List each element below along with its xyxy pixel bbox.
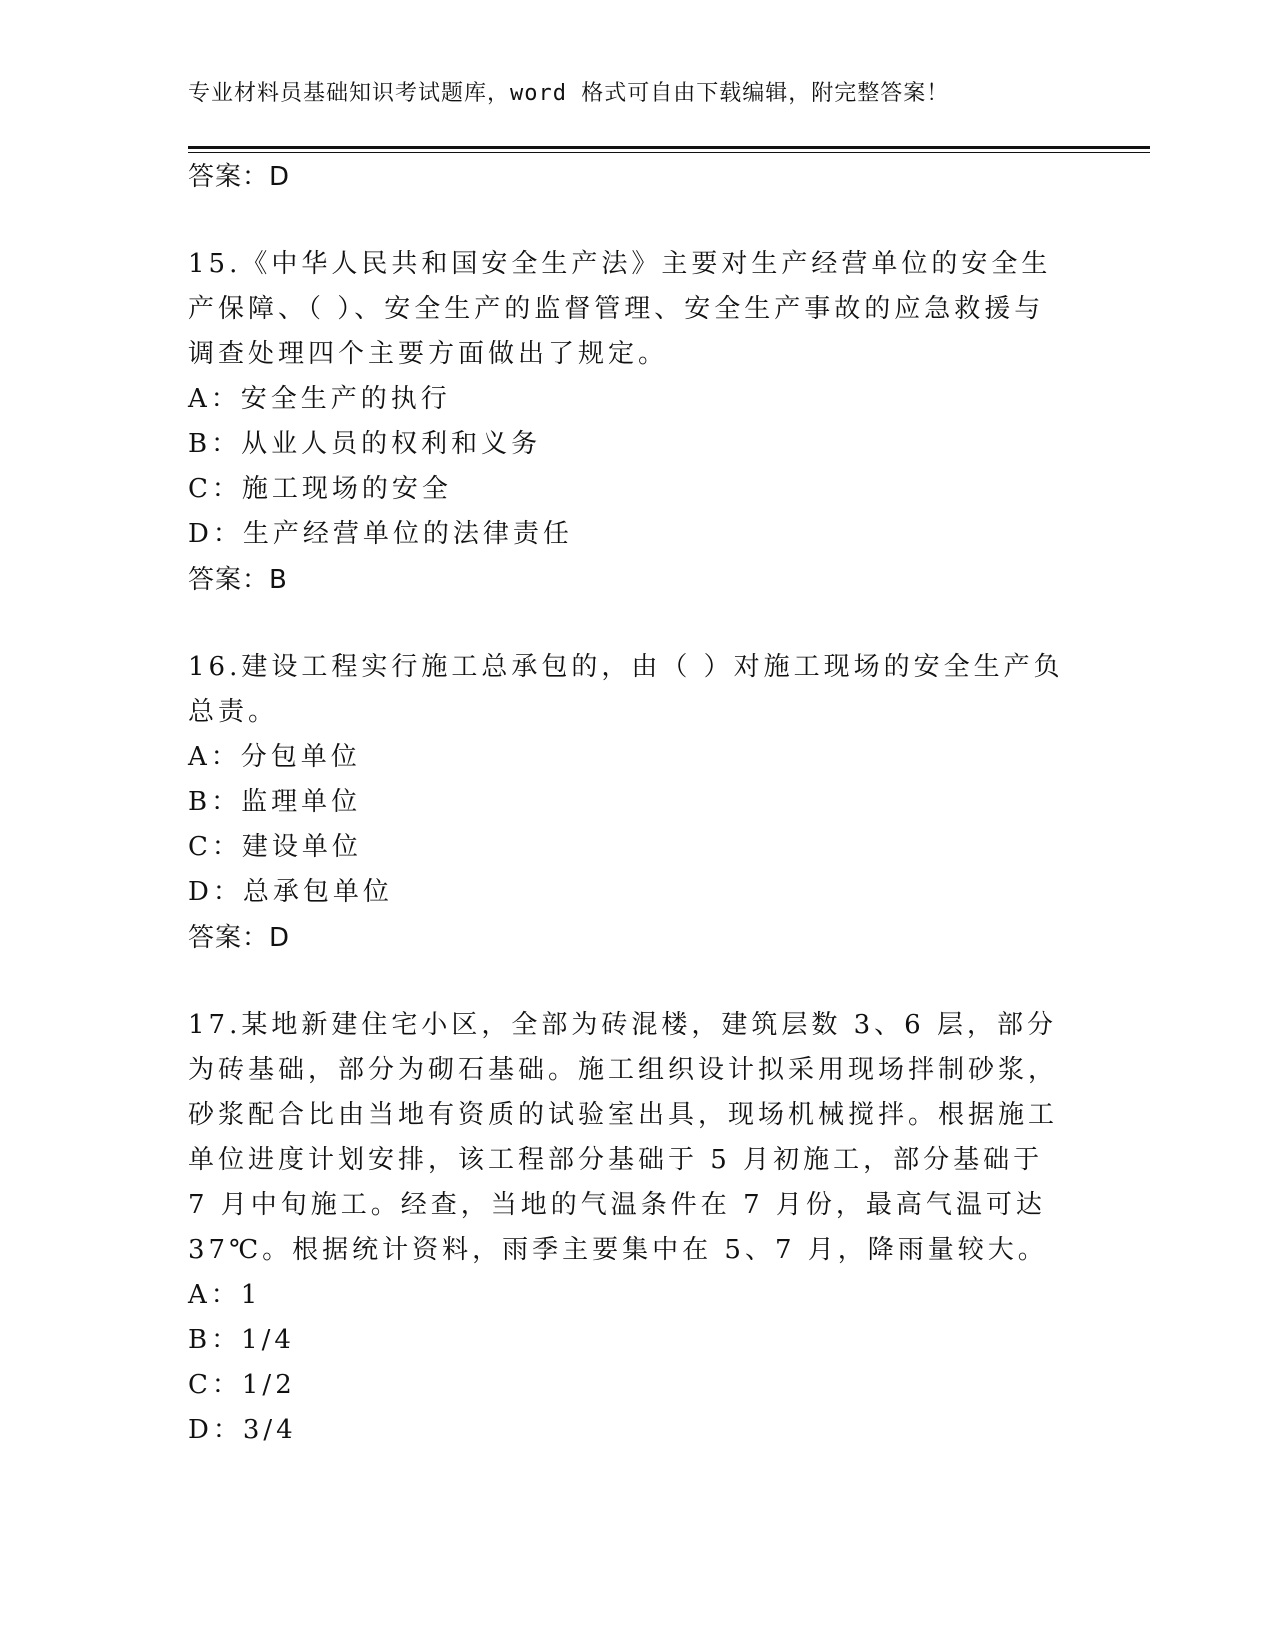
option-c: C：施工现场的安全 bbox=[188, 474, 452, 504]
header-rule-thick bbox=[188, 146, 1150, 149]
option-b: B：从业人员的权利和义务 bbox=[188, 429, 542, 459]
question-17 bbox=[188, 1003, 1068, 1453]
option-c: C：建设单位 bbox=[188, 832, 362, 862]
question-text: 15.《中华人民共和国安全生产法》主要对生产经营单位的安全生产保障、（ ）、安全生产的监督管理、安全生产事故的应急救援与调查处理四个主要方面做出了规定。 bbox=[188, 249, 1052, 369]
content bbox=[188, 154, 1068, 1453]
option-a: A：1 bbox=[188, 1280, 262, 1310]
option-d: D：3/4 bbox=[188, 1415, 297, 1445]
question-text: 16.建设工程实行施工总承包的，由（ ）对施工现场的安全生产负总责。 bbox=[188, 652, 1064, 727]
option-a: A：安全生产的执行 bbox=[188, 384, 451, 414]
question-15 bbox=[188, 242, 1068, 603]
previous-answer: 答案：D bbox=[188, 162, 291, 192]
answer: 答案：D bbox=[188, 923, 291, 953]
question-16 bbox=[188, 645, 1068, 961]
option-d: D：总承包单位 bbox=[188, 877, 393, 907]
option-d: D：生产经营单位的法律责任 bbox=[188, 519, 573, 549]
header-rule-thin bbox=[188, 152, 1150, 153]
option-b: B：1/4 bbox=[188, 1325, 295, 1355]
question-text: 17.某地新建住宅小区，全部为砖混楼，建筑层数 3、6 层，部分为砖基础，部分为砌石基础。施工组织设计拟采用现场拌制砂浆，砂浆配合比由当地有资质的试验室出具，现场机械搅拌。根据施工单位进度计划安排，该工程部分基础于 5 月初施工，部分基础于 7 月中旬施工。经查，当地的气温条件在 7 月份，最高气温可达 37℃。根据统计资料，雨季主要集中在 5、7 月，降雨量较大。 bbox=[188, 1010, 1059, 1265]
answer: 答案：B bbox=[188, 565, 288, 595]
option-b: B：监理单位 bbox=[188, 787, 362, 817]
page-header: 专业材料员基础知识考试题库，word 格式可自由下载编辑，附完整答案！ bbox=[188, 81, 950, 106]
option-a: A：分包单位 bbox=[188, 742, 361, 772]
option-c: C：1/2 bbox=[188, 1370, 296, 1400]
